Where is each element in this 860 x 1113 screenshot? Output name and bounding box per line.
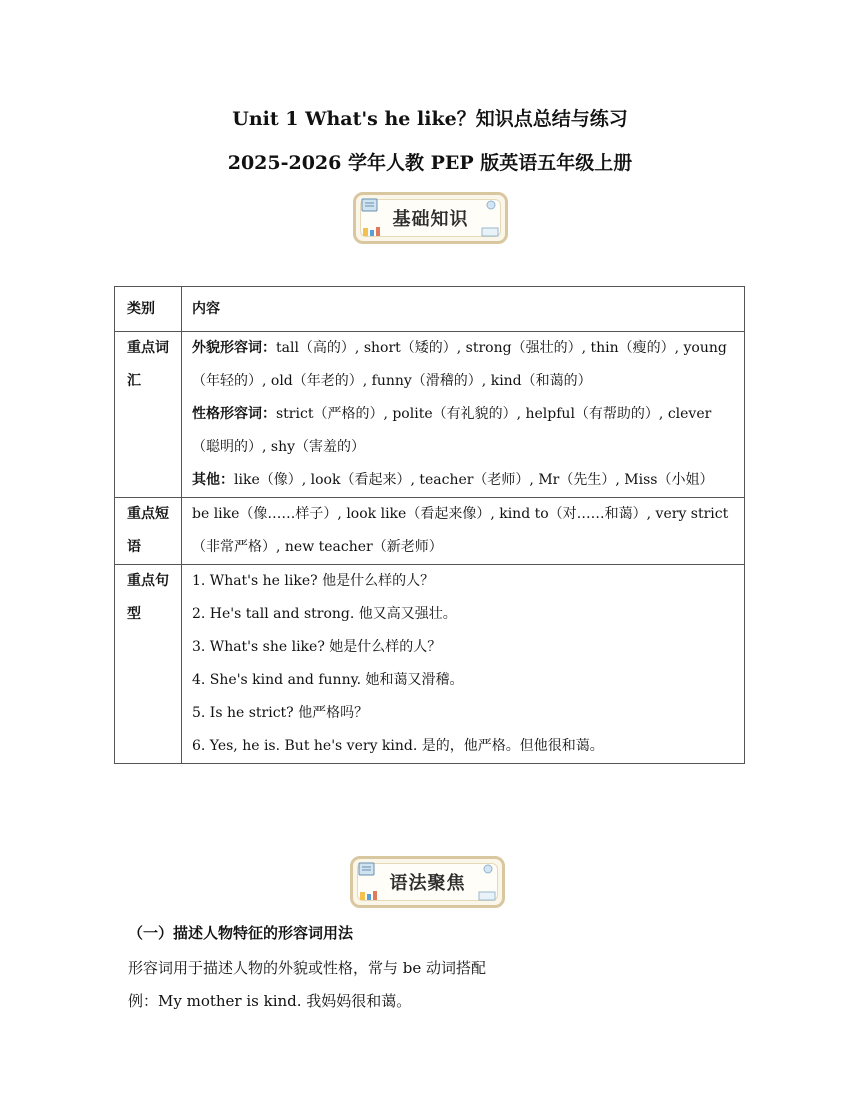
page-title: Unit 1 What's he like？知识点总结与练习: [232, 108, 628, 130]
appearance-text: tall（高的）, short（矮的）, strong（强壮的）, thin（瘦的）, young（年轻的）, old（年老的）, funny（滑稽的）, kind（和蔼的）: [192, 340, 727, 389]
page-subtitle: 2025-2026 学年人教 PEP 版英语五年级上册: [227, 152, 633, 174]
category-phrases: 重点短语: [115, 498, 182, 565]
sentence-item: 5. Is he strict? 他严格吗？: [192, 705, 369, 721]
sentence-item: 1. What's he like? 他是什么样的人？: [192, 573, 435, 589]
grammar-badge: [350, 856, 505, 908]
grammar-section-title: （一）描述人物特征的形容词用法: [128, 924, 354, 942]
sentence-item: 4. She's kind and funny. 她和蔼又滑稽。: [192, 672, 464, 688]
vocab-content: [182, 332, 745, 498]
other-line: [192, 464, 734, 497]
basics-badge: [353, 192, 508, 244]
header-content: 内容: [182, 287, 745, 332]
other-label: 其他：: [192, 472, 234, 488]
personality-text: strict（严格的）, polite（有礼貌的）, helpful（有帮助的）, clever（聪明的）, shy（害羞的）: [192, 406, 712, 455]
grammar-paragraph: 形容词用于描述人物的外貌或性格，常与 be 动词搭配: [128, 959, 487, 977]
category-sentences: 重点句型: [115, 565, 182, 764]
table-row: [115, 332, 745, 498]
badge-label: 语法聚焦: [389, 873, 466, 894]
personality-line: [192, 398, 734, 464]
phrases-text: be like（像……样子）, look like（看起来像）, kind to（对……和蔼）, very strict（非常严格）, new teacher（新老师）: [182, 498, 745, 565]
appearance-line: [192, 332, 734, 398]
other-text: like（像）, look（看起来）, teacher（老师）, Mr（先生）, Miss（小姐）: [234, 472, 714, 488]
header-category: 类别: [115, 287, 182, 332]
table-header-row: [115, 287, 745, 332]
sentences-content: [182, 565, 745, 764]
sentence-item: 6. Yes, he is. But he's very kind. 是的，他严格。但他很和蔼。: [192, 738, 604, 754]
knowledge-table: [114, 286, 745, 764]
category-vocab: 重点词汇: [115, 332, 182, 498]
sentence-item: 2. He's tall and strong. 他又高又强壮。: [192, 606, 457, 622]
table-row: [115, 498, 745, 565]
badge-label: 基础知识: [392, 209, 469, 230]
appearance-label: 外貌形容词：: [192, 340, 276, 356]
sentence-item: 3. What's she like? 她是什么样的人？: [192, 639, 442, 655]
personality-label: 性格形容词：: [192, 406, 276, 422]
grammar-example: 例：My mother is kind. 我妈妈很和蔼。: [128, 992, 412, 1010]
table-row: [115, 565, 745, 764]
